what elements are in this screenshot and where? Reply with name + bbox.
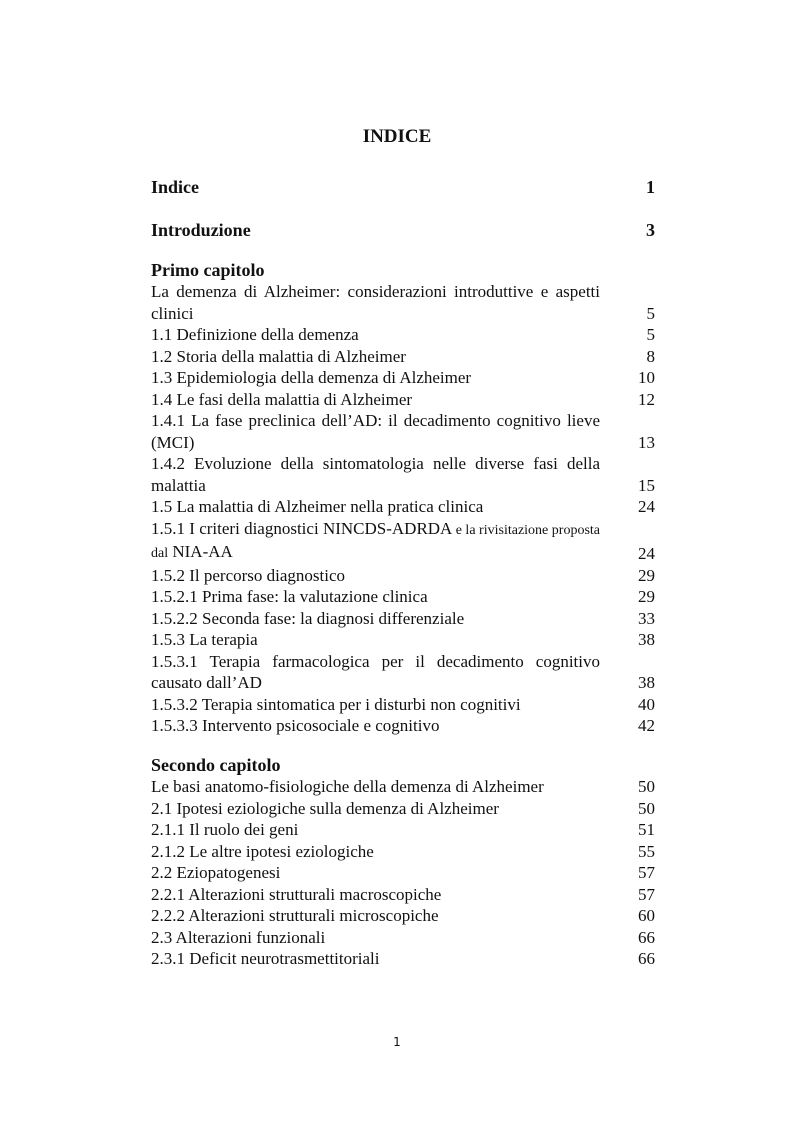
toc-page-number: 40 xyxy=(638,694,655,714)
toc-row xyxy=(151,565,655,587)
toc-page-number: 5 xyxy=(646,325,655,344)
toc-page-number: 5 xyxy=(646,303,655,323)
toc-entry-label: 1.5.3.3 Intervento psicosociale e cognitivo xyxy=(151,716,440,735)
toc-row xyxy=(151,776,655,798)
toc-row-introduzione xyxy=(151,220,655,242)
toc-page-number: 57 xyxy=(638,863,655,882)
toc-entry-label: Introduzione xyxy=(151,220,251,240)
toc-entry-label: 1.5.3.1 Terapia farmacologica per il decadimento cognitivo causato dall’AD xyxy=(151,651,600,692)
toc-row xyxy=(151,608,655,630)
toc-page-number: 50 xyxy=(638,777,655,796)
toc-row xyxy=(151,346,655,368)
toc-page-number: 55 xyxy=(638,841,655,861)
toc-entry-label: 2.3 Alterazioni funzionali xyxy=(151,927,326,947)
toc-entry-label: 1.2 Storia della malattia di Alzheimer xyxy=(151,346,406,366)
toc-entry-label: 1.4.2 Evoluzione della sintomatologia nelle diverse fasi della malattia xyxy=(151,454,600,495)
toc-page-number: 50 xyxy=(638,798,655,818)
chapter-heading: Secondo capitolo xyxy=(151,754,281,775)
toc-entry-label: 1.5.3 La terapia xyxy=(151,630,258,649)
toc-row xyxy=(151,819,655,841)
toc-page-number: 51 xyxy=(638,820,655,839)
toc-entry-label: 1.4 Le fasi della malattia di Alzheimer xyxy=(151,389,413,409)
toc-row xyxy=(151,586,655,608)
toc-row xyxy=(151,884,655,906)
toc-page-number: 29 xyxy=(638,587,655,606)
toc-row xyxy=(151,841,655,863)
toc-entry-text-small: e la rivisitazione proposta dal xyxy=(151,522,600,561)
toc-row xyxy=(151,281,655,324)
chapter-heading: Primo capitolo xyxy=(151,259,265,280)
toc-page-number: 57 xyxy=(638,884,655,904)
toc-row xyxy=(151,453,655,496)
toc-page-number: 38 xyxy=(638,630,655,649)
toc-row xyxy=(151,518,655,565)
toc-page-number: 42 xyxy=(638,716,655,735)
toc-page-number: 13 xyxy=(638,432,655,452)
toc-page-number: 60 xyxy=(638,906,655,925)
toc-entry-label: 1.5 La malattia di Alzheimer nella pratica clinica xyxy=(151,497,484,516)
toc-entry-label: Indice xyxy=(151,177,200,197)
toc-entry-label: 1.5.2.1 Prima fase: la valutazione clinica xyxy=(151,587,428,606)
toc-row xyxy=(151,715,655,737)
toc-entry-label: Le basi anatomo-fisiologiche della demenza di Alzheimer xyxy=(151,777,544,796)
toc-page-number: 33 xyxy=(638,608,655,628)
toc-page-number: 10 xyxy=(638,368,655,387)
toc-entry-label: 2.1 Ipotesi eziologiche sulla demenza di Alzheimer xyxy=(151,798,499,818)
toc-entry-label: La demenza di Alzheimer: considerazioni introduttive e aspetti clinici xyxy=(151,282,600,323)
toc-row xyxy=(151,629,655,651)
toc-row xyxy=(151,927,655,949)
toc-entry-label: 1.5.2.2 Seconda fase: la diagnosi differenziale xyxy=(151,608,465,628)
toc-row xyxy=(151,948,655,970)
table-of-contents xyxy=(151,177,655,970)
toc-entry-text-main: 1.5.1 I criteri diagnostici NINCDS-ADRDA xyxy=(151,518,452,538)
toc-entry-label: 1.3 Epidemiologia della demenza di Alzheimer xyxy=(151,368,472,387)
toc-row xyxy=(151,367,655,389)
toc-entry-label: 2.1.1 Il ruolo dei geni xyxy=(151,820,299,839)
toc-row-indice xyxy=(151,177,655,199)
toc-page-number: 24 xyxy=(638,497,655,516)
toc-row xyxy=(151,389,655,411)
toc-entry-label: 2.2.2 Alterazioni strutturali microscopiche xyxy=(151,906,439,925)
toc-row xyxy=(151,651,655,694)
toc-row xyxy=(151,694,655,716)
toc-row xyxy=(151,324,655,346)
toc-page-number: 8 xyxy=(646,346,655,366)
toc-entry-label: 2.3.1 Deficit neurotrasmettitoriali xyxy=(151,949,380,968)
toc-page-number: 12 xyxy=(638,389,655,409)
toc-entry-label: 2.2 Eziopatogenesi xyxy=(151,863,281,882)
toc-entry-label: 1.4.1 La fase preclinica dell’AD: il decadimento cognitivo lieve (MCI) xyxy=(151,411,600,452)
toc-entry-label: 2.2.1 Alterazioni strutturali macroscopiche xyxy=(151,884,442,904)
toc-page-number: 3 xyxy=(646,220,655,240)
toc-page-number: 1 xyxy=(646,177,655,197)
toc-row xyxy=(151,496,655,518)
toc-entry-label: 2.1.2 Le altre ipotesi eziologiche xyxy=(151,841,374,861)
toc-page-number: 66 xyxy=(638,927,655,947)
footer-page-number: 1 xyxy=(393,1035,401,1049)
toc-entry-label xyxy=(151,518,600,565)
toc-row xyxy=(151,798,655,820)
toc-entry-label: 1.5.3.2 Terapia sintomatica per i disturbi non cognitivi xyxy=(151,694,521,714)
toc-page-number: 24 xyxy=(638,544,655,563)
toc-entry-label: 1.1 Definizione della demenza xyxy=(151,325,359,344)
toc-entry-label: 1.5.2 Il percorso diagnostico xyxy=(151,565,346,585)
toc-row xyxy=(151,410,655,453)
toc-page-number: 38 xyxy=(638,673,655,692)
toc-page-number: 29 xyxy=(638,565,655,585)
toc-page-number: 15 xyxy=(638,475,655,495)
toc-row xyxy=(151,905,655,927)
toc-row xyxy=(151,862,655,884)
page-title: INDICE xyxy=(362,126,432,147)
toc-page-number: 66 xyxy=(638,949,655,968)
toc-entry-text-acronym: NIA-AA xyxy=(172,542,233,561)
